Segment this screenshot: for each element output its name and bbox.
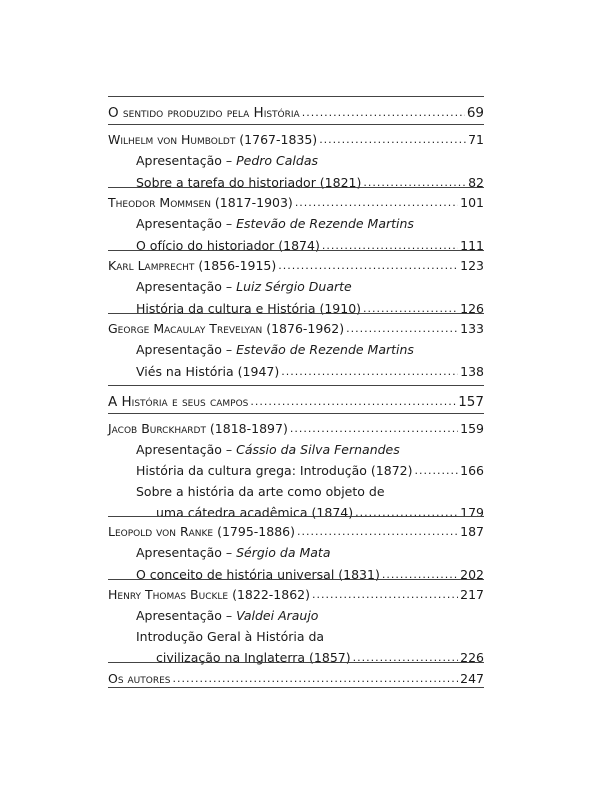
toc-work-entry[interactable] <box>136 233 484 255</box>
toc-work-entry[interactable] <box>136 562 484 584</box>
divider <box>108 579 484 580</box>
divider <box>108 313 484 314</box>
toc-work-entry[interactable] <box>136 170 484 192</box>
presentation-prefix: Apresentação – <box>136 342 237 357</box>
presenter-name: Luiz Sérgio Duarte <box>236 279 352 294</box>
toc-presentation-entry <box>136 540 484 562</box>
divider <box>108 187 484 188</box>
page-number: 82 <box>468 175 484 190</box>
page-number: 166 <box>460 463 484 478</box>
dot-leader <box>346 322 458 338</box>
closing-title: Os autores <box>108 671 171 686</box>
toc-work-entry[interactable] <box>136 458 484 480</box>
author-name: Leopold von Ranke (1795-1886) <box>108 524 295 539</box>
work-title: História da cultura grega: Introdução (1872) <box>136 463 413 478</box>
toc-work-entry[interactable] <box>136 296 484 318</box>
author-name: Karl Lamprecht (1856-1915) <box>108 258 277 273</box>
presenter-name: Valdei Araujo <box>236 608 319 623</box>
divider <box>108 96 484 97</box>
toc-work-entry[interactable] <box>156 645 484 667</box>
divider <box>108 516 484 517</box>
presentation-prefix: Apresentação – <box>136 442 237 457</box>
toc-work-entry[interactable] <box>136 359 484 381</box>
page-number: 101 <box>460 195 484 210</box>
work-title: Sobre a história da arte como objeto de <box>136 484 385 499</box>
dot-leader <box>297 525 458 541</box>
dot-leader <box>414 464 458 480</box>
presentation-prefix: Apresentação – <box>136 545 237 560</box>
page-number: 159 <box>460 421 484 436</box>
presentation-prefix: Apresentação – <box>136 279 237 294</box>
page-number: 123 <box>460 258 484 273</box>
work-title: Sobre a tarefa do historiador (1821) <box>136 175 362 190</box>
author-name: Jacob Burckhardt (1818-1897) <box>108 421 288 436</box>
toc-closing-entry[interactable] <box>108 666 484 688</box>
toc-presentation-entry <box>136 274 484 296</box>
toc-work-entry-line[interactable] <box>136 479 484 501</box>
work-title: Viés na História (1947) <box>136 364 280 379</box>
dot-leader <box>295 196 458 212</box>
divider <box>108 124 484 125</box>
page-number: 157 <box>458 394 484 410</box>
divider <box>108 413 484 414</box>
presenter-name: Pedro Caldas <box>236 153 319 168</box>
dot-leader <box>319 133 466 149</box>
presenter-name: Estevão de Rezende Martins <box>236 342 414 357</box>
presentation-prefix: Apresentação – <box>136 608 237 623</box>
toc-presentation-entry <box>136 211 484 233</box>
page-number: 138 <box>460 364 484 379</box>
presenter-name: Sérgio da Mata <box>236 545 331 560</box>
work-title: O ofício do historiador (1874) <box>136 238 320 253</box>
divider <box>108 662 484 663</box>
author-name: Theodor Mommsen (1817-1903) <box>108 195 293 210</box>
toc-work-entry-line[interactable] <box>136 624 484 646</box>
work-title: O conceito de história universal (1831) <box>136 567 380 582</box>
section-title: O sentido produzido pela História <box>108 105 300 121</box>
author-name: Wilhelm von Humboldt (1767-1835) <box>108 132 318 147</box>
presentation-prefix: Apresentação – <box>136 216 237 231</box>
author-name: George Macaulay Trevelyan (1876-1962) <box>108 321 345 336</box>
divider <box>108 250 484 251</box>
author-name: Henry Thomas Buckle (1822-1862) <box>108 587 310 602</box>
dot-leader <box>278 259 458 275</box>
page-number: 226 <box>460 650 484 665</box>
page-number: 247 <box>460 671 484 686</box>
page-number: 217 <box>460 587 484 602</box>
presentation-prefix: Apresentação – <box>136 153 237 168</box>
toc-section-entry[interactable] <box>108 100 484 122</box>
toc-presentation-entry <box>136 437 484 459</box>
toc-author-entry[interactable] <box>108 190 484 212</box>
divider <box>108 687 484 688</box>
dot-leader <box>353 651 459 667</box>
work-title-continued: uma cátedra acadêmica (1874) <box>156 505 354 520</box>
toc-author-entry[interactable] <box>108 416 484 438</box>
divider <box>108 385 484 386</box>
dot-leader <box>312 588 458 604</box>
page-number: 179 <box>460 505 484 520</box>
toc-author-entry[interactable] <box>108 582 484 604</box>
presenter-name: Estevão de Rezende Martins <box>236 216 414 231</box>
work-title-continued: civilização na Inglaterra (1857) <box>156 650 351 665</box>
page-number: 126 <box>460 301 484 316</box>
toc-author-entry[interactable] <box>108 519 484 541</box>
page-number: 111 <box>460 238 484 253</box>
toc-author-entry[interactable] <box>108 127 484 149</box>
work-title: Introdução Geral à História da <box>136 629 325 644</box>
dot-leader <box>250 395 456 411</box>
toc-section-entry[interactable] <box>108 389 484 411</box>
toc-presentation-entry <box>136 603 484 625</box>
toc-author-entry[interactable] <box>108 253 484 275</box>
toc-presentation-entry <box>136 337 484 359</box>
dot-leader <box>281 365 458 381</box>
page-number: 69 <box>466 105 484 121</box>
page-number: 71 <box>468 132 484 147</box>
toc-author-entry[interactable] <box>108 316 484 338</box>
page-number: 187 <box>460 524 484 539</box>
dot-leader <box>290 422 458 438</box>
presenter-name: Cássio da Silva Fernandes <box>236 442 400 457</box>
dot-leader <box>173 672 459 688</box>
toc-presentation-entry <box>136 148 484 170</box>
work-title: História da cultura e História (1910) <box>136 301 362 316</box>
section-title: A História e seus campos <box>108 394 249 410</box>
page-number: 133 <box>460 321 484 336</box>
page-number: 202 <box>460 567 484 582</box>
dot-leader <box>302 106 465 122</box>
